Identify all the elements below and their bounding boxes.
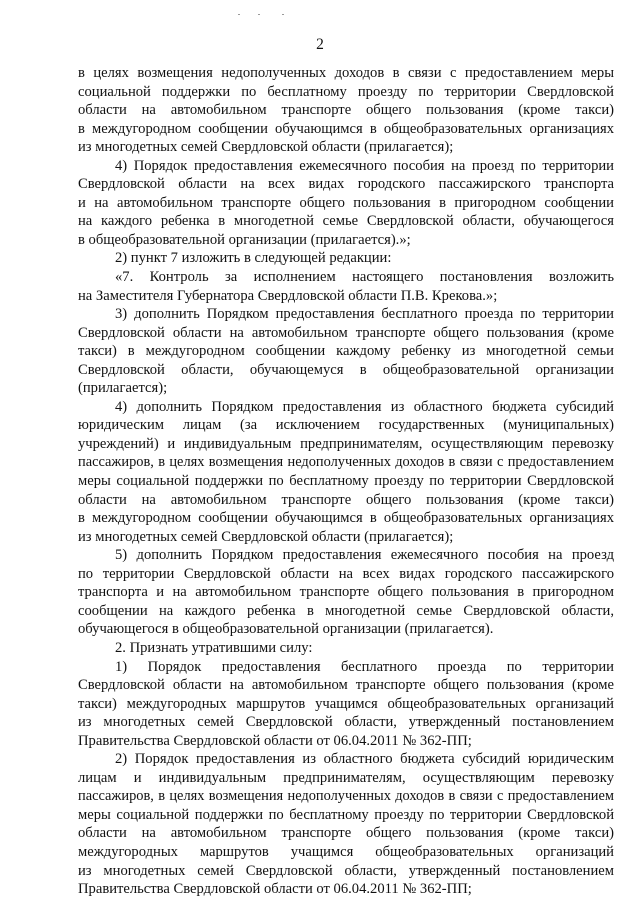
text-line: области на автомобильном транспорте общего пользования (кроме такси) bbox=[78, 491, 614, 508]
text-line: меры социальной поддержки по бесплатному проезду по территории Свердловской bbox=[78, 806, 614, 823]
text-line: Правительства Свердловской области от 06.04.2011 № 362-ПП; bbox=[78, 732, 472, 749]
text-line: 4) дополнить Порядком предоставления из областного бюджета субсидий bbox=[115, 398, 614, 415]
text-line: из многодетных семей Свердловской области, утвержденный постановлением bbox=[78, 714, 614, 731]
text-line: Свердловской области на всех видах городского пассажирского транспорта bbox=[78, 176, 614, 193]
page-number: 2 bbox=[316, 36, 324, 53]
text-line: по территории Свердловской области на всех видах городского пассажирского bbox=[78, 565, 614, 582]
text-line: юридическим лицам (за исключением государственных (муниципальных) bbox=[78, 417, 614, 434]
text-line: междугородных маршрутов учащимся общеобразовательных организаций bbox=[78, 843, 614, 860]
text-line: в междугородном сообщении обучающимся в общеобразовательных организациях bbox=[78, 120, 614, 137]
text-line: меры социальной поддержки по бесплатному проезду по территории Свердловской bbox=[78, 473, 614, 490]
text-line: пассажиров, в целях возмещения недополученных доходов в связи с предоставлением bbox=[78, 454, 614, 471]
text-line: 4) Порядок предоставления ежемесячного пособия на проезд по территории bbox=[115, 157, 614, 174]
text-line: 3) дополнить Порядком предоставления бесплатного проезда по территории bbox=[115, 306, 614, 323]
scan-artifact-mark bbox=[238, 14, 240, 15]
text-line: в общеобразовательной организации (прилагается).»; bbox=[78, 231, 411, 248]
text-line: из многодетных семей Свердловской области (прилагается); bbox=[78, 528, 454, 545]
text-line: 2) Порядок предоставления из областного бюджета субсидий юридическим bbox=[115, 751, 614, 768]
text-line: Свердловской области, обучающемуся в общеобразовательной организации bbox=[78, 361, 614, 378]
text-line: учреждений) и индивидуальным предпринимателям, осуществляющим перевозку bbox=[78, 435, 614, 452]
text-line: Правительства Свердловской области от 06.04.2011 № 362-ПП; bbox=[78, 881, 472, 898]
text-line: в целях возмещения недополученных доходов в связи с предоставлением меры bbox=[78, 65, 614, 81]
text-line: (прилагается); bbox=[78, 380, 168, 397]
text-line: на Заместителя Губернатора Свердловской области П.В. Крекова.»; bbox=[78, 287, 498, 304]
text-line: области на автомобильном транспорте общего пользования (кроме такси) bbox=[78, 825, 614, 842]
text-line: Свердловской области на автомобильном транспорте общего пользования (кроме bbox=[78, 677, 614, 694]
scan-artifact-mark bbox=[282, 14, 284, 15]
text-line: пассажиров, в целях возмещения недополученных доходов в связи с предоставлением bbox=[78, 788, 614, 805]
text-line: 1) Порядок предоставления бесплатного проезда по территории bbox=[115, 658, 614, 675]
text-line: и на автомобильном транспорте общего пользования в пригородном сообщении bbox=[78, 194, 614, 211]
text-line: на каждого ребенка в многодетной семье Свердловской области, обучающегося bbox=[78, 213, 614, 230]
text-line: 2. Признать утратившими силу: bbox=[115, 639, 313, 656]
text-line: транспорта и на автомобильном транспорте общего пользования в пригородном bbox=[78, 584, 614, 601]
text-line: из многодетных семей Свердловской области, утвержденный постановлением bbox=[78, 862, 614, 879]
scan-artifact-mark bbox=[258, 14, 260, 15]
text-line: области на автомобильном транспорте общего пользования (кроме такси) bbox=[78, 102, 614, 119]
text-line: в междугородном сообщении обучающимся в общеобразовательных организациях bbox=[78, 510, 614, 527]
text-line: 5) дополнить Порядком предоставления ежемесячного пособия на проезд bbox=[115, 547, 614, 564]
text-line: такси) междугородных маршрутов учащимся общеобразовательных организаций bbox=[78, 695, 614, 712]
text-line: из многодетных семей Свердловской области (прилагается); bbox=[78, 139, 454, 156]
text-line: 2) пункт 7 изложить в следующей редакции: bbox=[115, 250, 392, 267]
text-line: сообщении на каждого ребенка в многодетной семье Свердловской области, bbox=[78, 602, 614, 619]
text-line: лицам и индивидуальным предпринимателям, осуществляющим перевозку bbox=[78, 769, 614, 786]
text-line: социальной поддержки по бесплатному проезду по территории Свердловской bbox=[78, 83, 614, 100]
text-line: «7. Контроль за исполнением настоящего постановления возложить bbox=[115, 269, 614, 286]
text-line: такси) в междугородном сообщении каждому ребенку из многодетной семьи bbox=[78, 343, 614, 360]
text-line: обучающегося в общеобразовательной организации (прилагается). bbox=[78, 621, 494, 638]
text-line: Свердловской области на автомобильном транспорте общего пользования (кроме bbox=[78, 324, 614, 341]
document-body bbox=[78, 64, 614, 899]
